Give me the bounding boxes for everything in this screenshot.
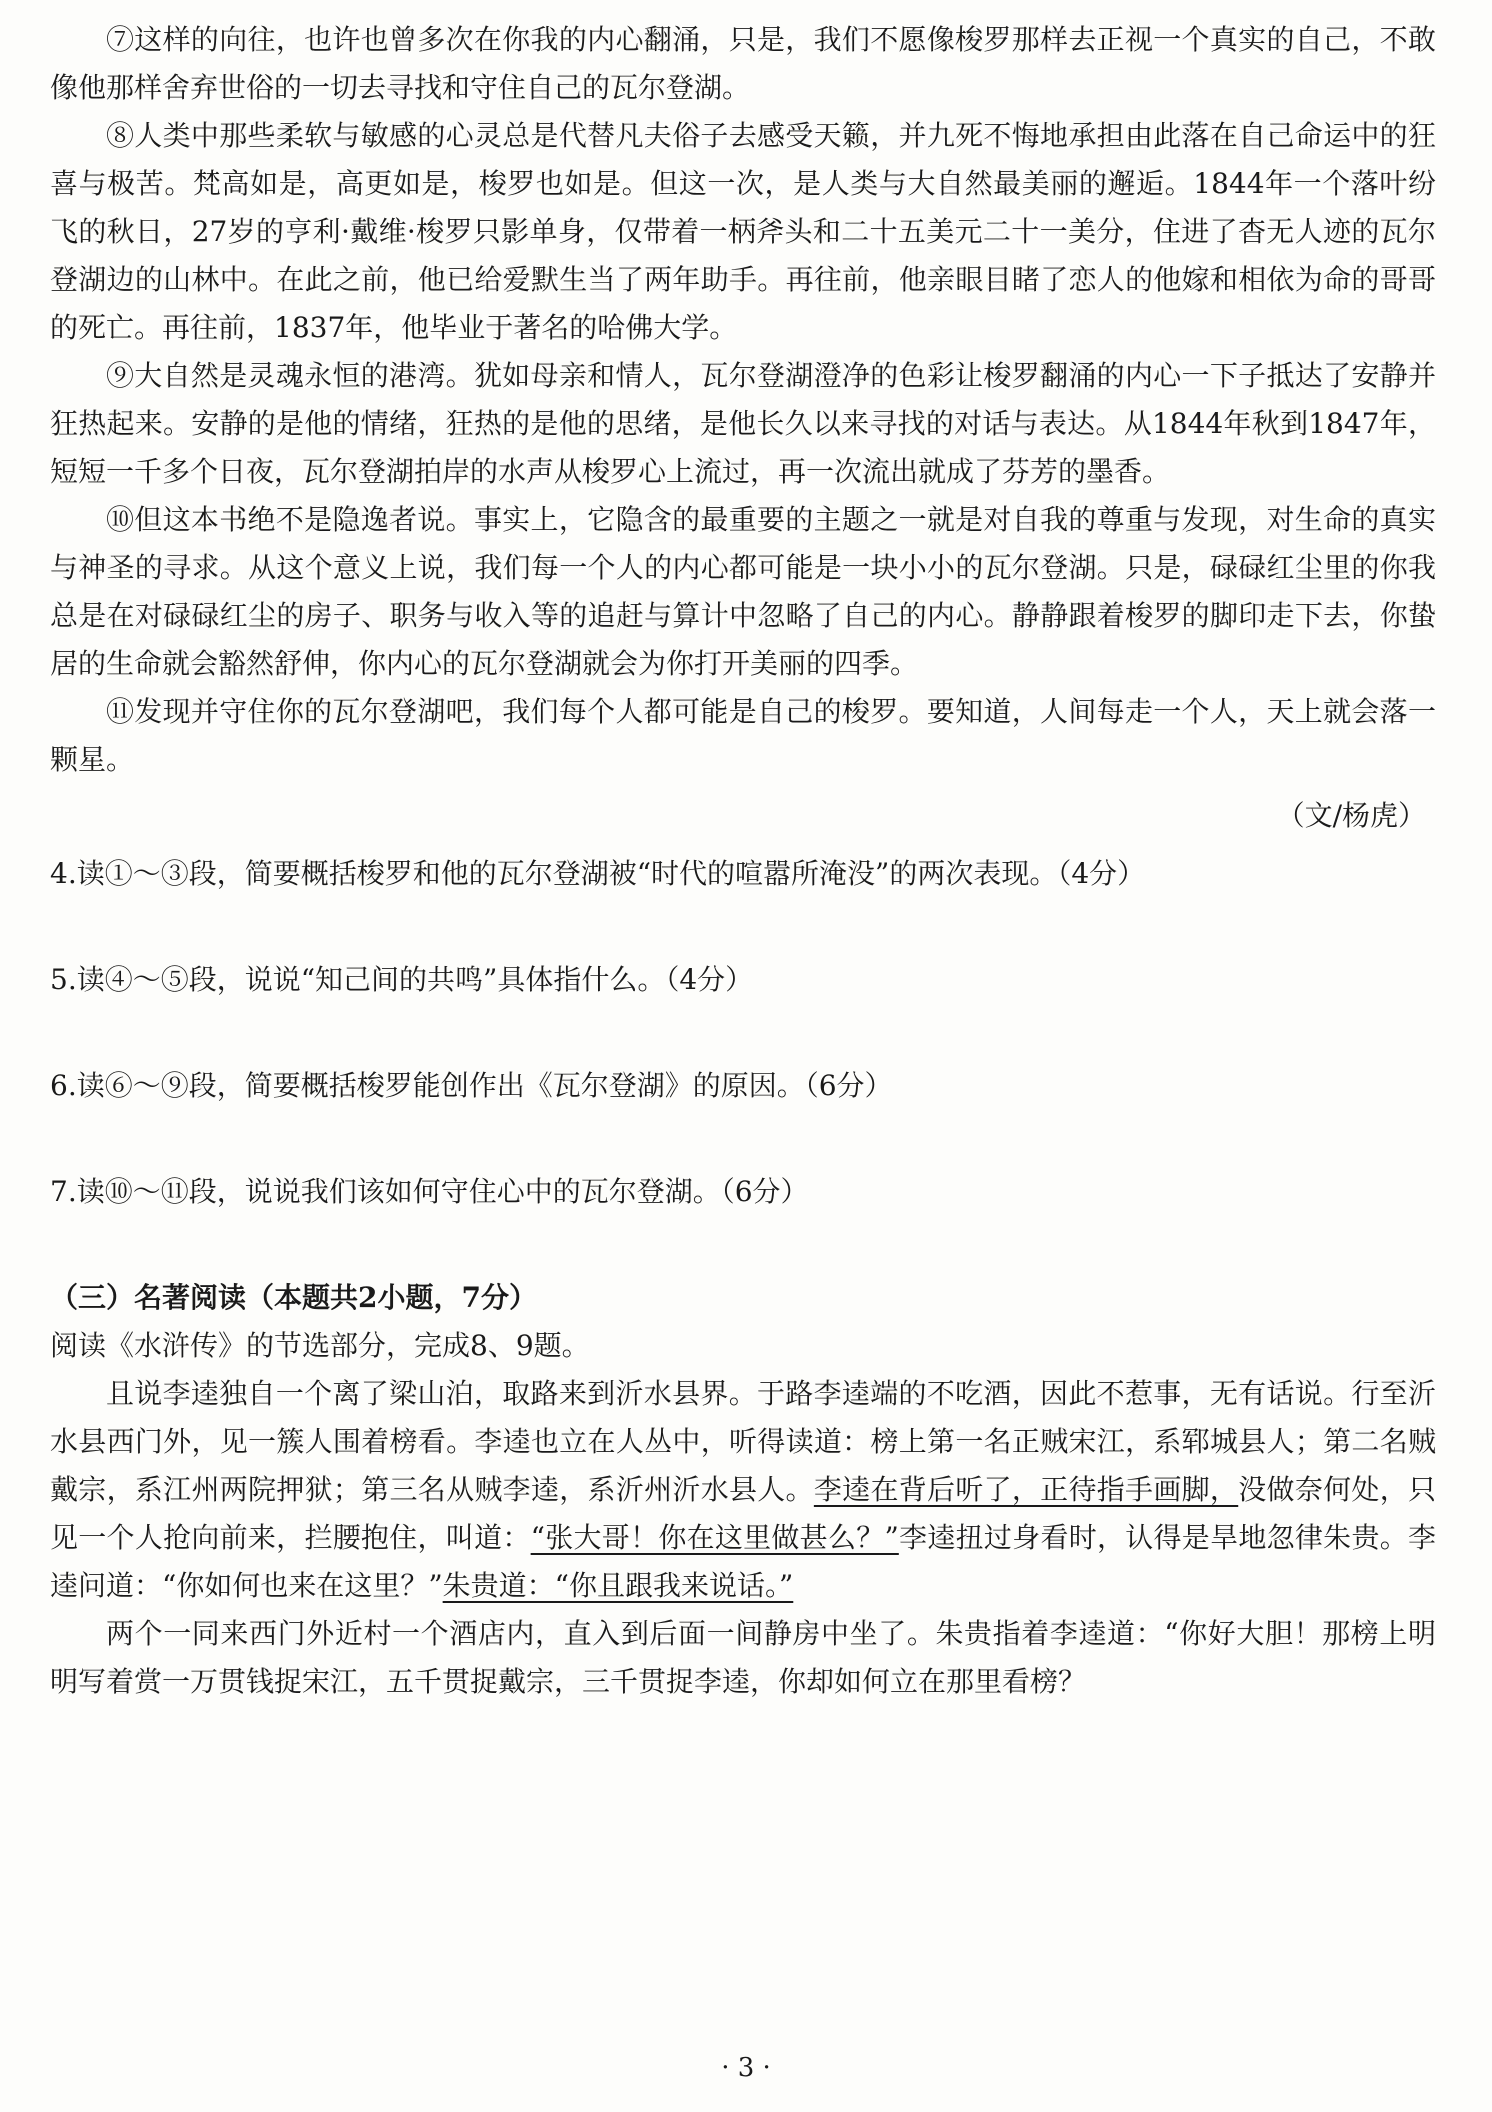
section-instruction: 阅读《水浒传》的节选部分，完成8、9题。 xyxy=(50,1329,590,1362)
excerpt-text: 且说李逵独自一个离了梁山泊，取路来到沂水县界。于路李逵端的不吃酒，因此不惹事，无有话说。行至沂水县西门外，见一簇人围着榜看。李逵也立在人丛中，听得读道：榜上第一名正贼宋江，系郓城县人；第二名贼戴宗，系江州两院押狱；第三名从贼李逵，系沂州沂水县人。 xyxy=(50,1377,1436,1506)
section-title: （三）名著阅读（本题共2小题，7分） xyxy=(50,1281,537,1314)
question-6: 6.读⑥～⑨段，简要概括梭罗能创作出《瓦尔登湖》的原因。（6分） xyxy=(50,1069,893,1102)
question-4: 4.读①～③段，简要概括梭罗和他的瓦尔登湖被“时代的喧嚣所淹没”的两次表现。（4分） xyxy=(50,857,1146,890)
page-number: · 3 · xyxy=(721,2053,771,2083)
excerpt-paragraph-2: 两个一同来西门外近村一个酒店内，直入到后面一间静房中坐了。朱贵指着李逵道：“你好大胆！那榜上明明写着赏一万贯钱捉宋江，五千贯捉戴宗，三千贯捉李逵，你却如何立在那里看榜？ xyxy=(50,1617,1436,1698)
paragraph-11: ⑪发现并守住你的瓦尔登湖吧，我们每个人都可能是自己的梭罗。要知道，人间每走一个人，天上就会落一颗星。 xyxy=(50,695,1436,776)
question-5: 5.读④～⑤段，说说“知己间的共鸣”具体指什么。（4分） xyxy=(50,963,754,996)
excerpt-text: 没做奈何处，只见一个人抢向前来，拦腰抱住，叫道： xyxy=(50,1473,1436,1554)
underlined-text: 李逵在背后听了，正待指手画脚， xyxy=(813,1473,1239,1506)
paragraph-10: ⑩但这本书绝不是隐逸者说。事实上，它隐含的最重要的主题之一就是对自我的尊重与发现，对生命的真实与神圣的寻求。从这个意义上说，我们每一个人的内心都可能是一块小小的瓦尔登湖。只是，碌碌红尘里的你我总是在对碌碌红尘的房子、职务与收入等的追赶与算计中忽略了自己的内心。静静跟着梭罗的脚印走下去，你蛰居的生命就会豁然舒伸，你内心的瓦尔登湖就会为你打开美丽的四季。 xyxy=(50,503,1436,680)
paragraph-7: ⑦这样的向往，也许也曾多次在你我的内心翻涌，只是，我们不愿像梭罗那样去正视一个真实的自己，不敢像他那样舍弃世俗的一切去寻找和守住自己的瓦尔登湖。 xyxy=(50,23,1436,104)
excerpt-text: 李逵扭过身看时，认得是旱地忽律朱贵。李逵问道：“你如何也来在这里？” xyxy=(50,1521,1436,1602)
question-7: 7.读⑩～⑪段，说说我们该如何守住心中的瓦尔登湖。（6分） xyxy=(50,1175,809,1208)
excerpt-paragraph-1 xyxy=(50,1370,1436,1610)
underlined-text: 朱贵道：“你且跟我来说话。” xyxy=(442,1569,794,1602)
paragraph-8: ⑧人类中那些柔软与敏感的心灵总是代替凡夫俗子去感受天籁，并九死不悔地承担由此落在自己命运中的狂喜与极苦。梵高如是，高更如是，梭罗也如是。但这一次，是人类与大自然最美丽的邂逅。1844年一个落叶纷飞的秋日，27岁的亨利·戴维·梭罗只影单身，仅带着一柄斧头和二十五美元二十一美分，住进了杳无人迹的瓦尔登湖边的山林中。在此之前，他已给爱默生当了两年助手。再往前，他亲眼目睹了恋人的他嫁和相依为命的哥哥的死亡。再往前，1837年，他毕业于著名的哈佛大学。 xyxy=(50,119,1436,344)
paragraph-9: ⑨大自然是灵魂永恒的港湾。犹如母亲和情人，瓦尔登湖澄净的色彩让梭罗翻涌的内心一下子抵达了安静并狂热起来。安静的是他的情绪，狂热的是他的思绪，是他长久以来寻找的对话与表达。从1844年秋到1847年，短短一千多个日夜，瓦尔登湖拍岸的水声从梭罗心上流过，再一次流出就成了芬芳的墨香。 xyxy=(50,359,1436,488)
underlined-text: “张大哥！你在这里做甚么？” xyxy=(530,1521,899,1554)
author-credit: （文/杨虎） xyxy=(1276,799,1426,832)
